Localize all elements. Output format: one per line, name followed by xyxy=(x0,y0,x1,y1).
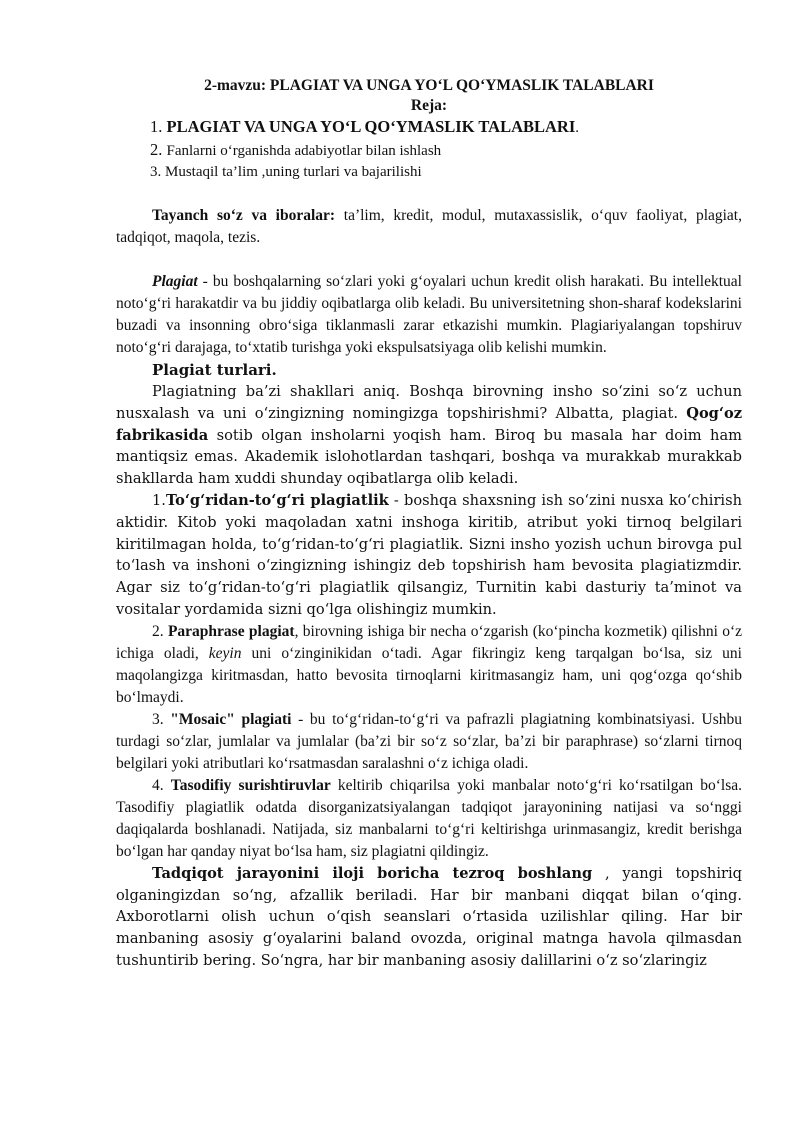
plan-item: 1. PLAGIAT VA UNGA YO‘L QO‘YMASLIK TALABLARI. xyxy=(150,117,580,136)
type-direct: 1.To‘g‘ridan-to‘g‘ri plagiatlik - boshqa shaxsning ish so‘zini nusxa ko‘chirish aktidir. Kitob yoki maqoladan xatni inshoga kiritib, atribut yoki tirnoq belgilari kiritilmagan holda, to‘g‘ridan-to‘g‘ri plagiatlik. Sizni insho yozish uchun birovga pul to‘lash va inshoni o‘zingizning ishingiz deb topshirish ham bevosita plagiatizmdir. Agar siz to‘g‘ridan-to‘g‘ri plagiatlik qilsangiz, Turnitin kabi dasturiy ta’minot va vositalar yordamida sizni qo‘lga olishingiz mumkin. xyxy=(116,491,742,618)
type-accidental: 4. Tasodifiy surishtiruvlar keltirib chiqarilsa yoki manbalar noto‘g‘ri ko‘rsatilgan bo‘lsa. Tasodifiy plagiatlik odatda disorganizatsiyalangan tadqiqot jarayonining natijasi va so‘nggi daqiqalarda boshlanadi. Natijada, siz manbalarni to‘g‘ri keltirishga urinmasangiz, kredit berishga bo‘lgan har qanday niyat bo‘lsa ham, siz plagiatni qildingiz. xyxy=(116,776,742,860)
type-paraphrase: 2. Paraphrase plagiat, birovning ishiga bir necha o‘zgarish (ko‘pincha kozmetik) qilishni o‘z ichiga oladi, keyin uni o‘zinginikidan o‘tadi. Agar fikringiz keng tarqalgan bo‘lsa, siz uni maqolangizga kiritmasdan, hatto bevosita tirnoqlarni kiritmasangiz ham, uni qog‘ozga qo‘shib bo‘lmaydi. xyxy=(116,622,742,706)
reja-heading: Reja: xyxy=(410,97,448,114)
keywords-label: Tayanch so‘z va iboralar: xyxy=(152,207,336,224)
document-body xyxy=(116,76,742,972)
types-heading: Plagiat turlari. xyxy=(152,361,277,379)
types-intro: Plagiatning ba’zi shakllari aniq. Boshqa birovning insho so‘zini so‘z uchun nusxalash va uni o‘zingizning nomingizga topshirishmi? Albatta, plagiat. Qog‘oz fabrikasida sotib olgan insholarni yoqish ham. Biroq bu masala har doim ham mantiqsiz emas. Akademik islohotlardan tashqari, boshqa va murakkab murakkab shakllarda ham xuddi shunday oqibatlarga olib keladi. xyxy=(116,383,742,488)
research-advice: Tadqiqot jarayonini iloji boricha tezroq boshlang , yangi topshiriq olganingizdan so‘ng, afzallik beriladi. Har bir manbani diqqat bilan o‘qing. Axborotlarni olish uchun o‘qish seanslari o‘rtasida uzilishlar qiling. Har bir manbaning asosiy g‘oyalarini baland ovozda, original matnga havola qilmasdan tushuntirib bering. So‘ngra, har bir manbaning asosiy dalillarini o‘z so‘zlaringiz xyxy=(116,864,742,969)
plan-item: 2. Fanlarni o‘rganishda adabiyotlar bilan ishlash xyxy=(150,140,442,159)
page-title: 2-mavzu: PLAGIAT VA UNGA YO‘L QO‘YMASLIK TALABLARI xyxy=(204,77,654,94)
plagiat-definition: Plagiat - bu boshqalarning so‘zlari yoki g‘oyalari uchun kredit olish harakati. Bu intellektual noto‘g‘ri harakatdir va bu jiddiy oqibatlarga olib keladi. Bu universitetning shon-sharaf kodekslarini buzadi va insonning obro‘siga tiklanmasli zarar etkazishi mumkin. Plagiariyalangan topshiruv noto‘g‘ri darajaga, to‘xtatib turishga yoki ekspulsatsiyaga olib kelishi mumkin. xyxy=(116,273,742,356)
type-mosaic: 3. "Mosaic" plagiati - bu to‘g‘ridan-to‘g‘ri va pafrazli plagiatning kombinatsiyasi. Ushbu turdagi so‘zlar, jumlalar va jumlalar (ba’zi bir so‘z so‘zlar, ba’zi bir paraphrase) so‘zlarni tirnoq belgilari yoki atributlari ko‘rsatmasdan saralashni o‘z ichiga oladi. xyxy=(116,710,742,772)
plan-item: 3. Mustaqil ta’lim ,uning turlari va bajarilishi xyxy=(150,164,422,180)
keywords-paragraph: Tayanch so‘z va iboralar: ta’lim, kredit, modul, mutaxassislik, o‘quv faoliyat, plagiat, tadqiqot, maqola, tezis. xyxy=(116,207,742,246)
plan-list xyxy=(116,116,742,183)
